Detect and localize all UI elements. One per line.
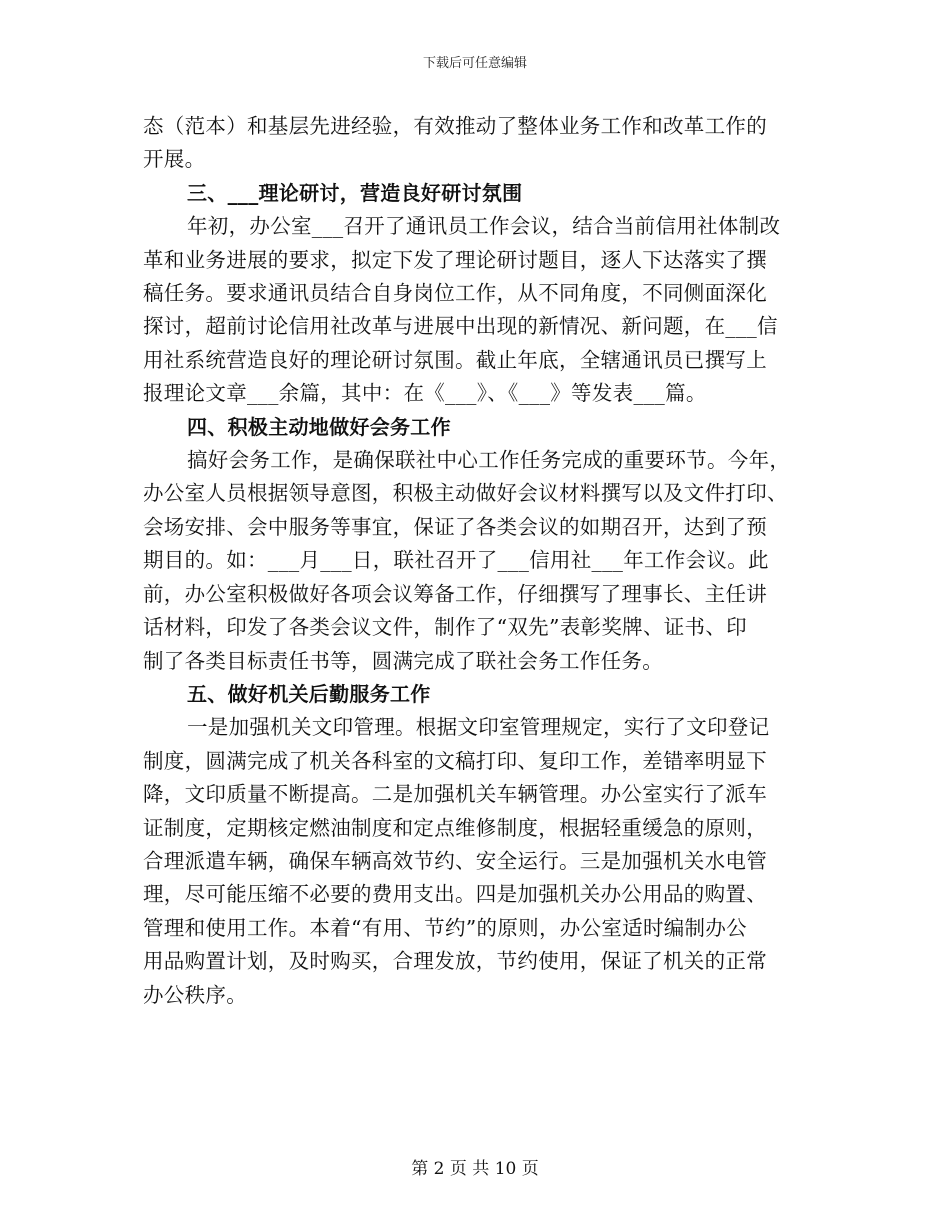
- paragraph-line: 年初，办公室___召开了通讯员工作会议，结合当前信用社体制改: [187, 214, 781, 239]
- paragraph-line: 报理论文章___余篇，其中：在《___》、《___》等发表___篇。: [143, 381, 707, 406]
- paragraph-line: 态（范本）和基层先进经验，有效推动了整体业务工作和改革工作的: [143, 114, 767, 138]
- section-heading: 三、___理论研讨，营造良好研讨氛围: [187, 180, 523, 205]
- page-number: 第 2 页 共 10 页: [411, 1159, 539, 1179]
- section-heading: 五、做好机关后勤服务工作: [187, 681, 431, 706]
- paragraph-line: 管理和使用工作。本着“有用、节约”的原则，办公室适时编制办公: [143, 915, 747, 940]
- paragraph-line: 革和业务进展的要求，拟定下发了理论研讨题目，逐人下达落实了撰: [143, 247, 767, 272]
- paragraph-line: 证制度，定期核定燃油制度和定点维修制度，根据轻重缓急的原则，: [143, 815, 767, 840]
- paragraph-line: 一是加强机关文印管理。根据文印室管理规定，实行了文印登记: [187, 715, 770, 740]
- paragraph-line: 办公室人员根据领导意图，积极主动做好会议材料撰写以及文件打印、: [143, 481, 788, 506]
- paragraph-line: 降，文印质量不断提高。二是加强机关车辆管理。办公室实行了派车: [143, 782, 767, 807]
- paragraph-line: 合理派遣车辆，确保车辆高效节约、安全运行。三是加强机关水电管: [143, 848, 767, 873]
- document-body: [143, 110, 807, 1012]
- paragraph-line: 搞好会务工作，是确保联社中心工作任务完成的重要环节。今年，: [187, 448, 791, 473]
- paragraph-line: 制了各类目标责任书等，圆满完成了联社会务工作任务。: [143, 648, 663, 673]
- paragraph-line: 制度，圆满完成了机关各科室的文稿打印、复印工作，差错率明显下: [143, 748, 767, 773]
- section-heading: 四、积极主动地做好会务工作: [187, 414, 451, 439]
- paragraph-line: 稿任务。要求通讯员结合自身岗位工作，从不同角度，不同侧面深化: [143, 281, 767, 306]
- paragraph-line: 话材料，印发了各类会议文件，制作了“双先”表彰奖牌、证书、印: [143, 615, 747, 640]
- header-note: 下载后可任意编辑: [422, 56, 527, 71]
- paragraph-line: 理，尽可能压缩不必要的费用支出。四是加强机关办公用品的购置、: [143, 882, 767, 907]
- paragraph-line: 用社系统营造良好的理论研讨氛围。截止年底，全辖通讯员已撰写上: [143, 347, 767, 372]
- paragraph-line: 探讨，超前讨论信用社改革与进展中出现的新情况、新问题，在___信: [143, 314, 778, 339]
- paragraph-line: 会场安排、会中服务等事宜，保证了各类会议的如期召开，达到了预: [143, 514, 767, 539]
- paragraph-line: 开展。: [143, 147, 206, 172]
- paragraph-line: 期目的。如：___月___日，联社召开了___信用社___年工作会议。此: [143, 548, 769, 573]
- paragraph-line: 前，办公室积极做好各项会议筹备工作，仔细撰写了理事长、主任讲: [143, 581, 767, 606]
- paragraph-line: 用品购置计划，及时购买，合理发放，节约使用，保证了机关的正常: [143, 949, 767, 974]
- paragraph-line: 办公秩序。: [143, 982, 247, 1007]
